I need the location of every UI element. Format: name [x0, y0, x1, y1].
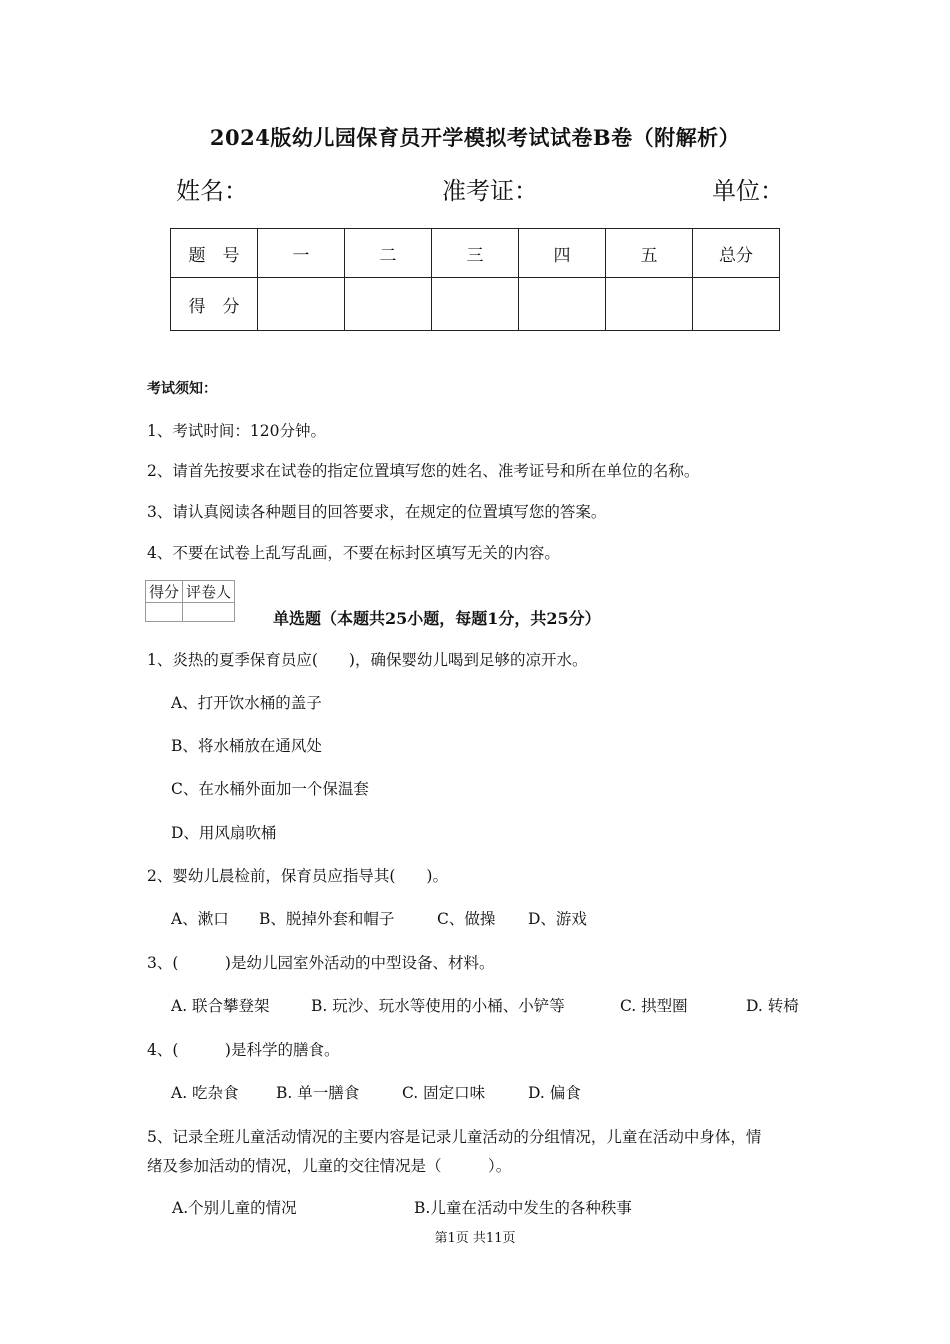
notice-heading: 考试须知：: [147, 381, 217, 397]
grader-box: [145, 580, 235, 622]
name-field-label: 姓名：: [176, 177, 248, 205]
question-option: C、做操: [437, 910, 496, 928]
score-table: [170, 228, 780, 331]
grader-score-label: 得分: [146, 581, 183, 603]
score-table-header-cell: 四: [519, 229, 606, 278]
score-table-header-cell: 一: [258, 229, 345, 278]
question-option: B.儿童在活动中发生的各种秩事: [414, 1199, 632, 1217]
question-option: B. 玩沙、玩水等使用的小桶、小铲等: [311, 997, 565, 1015]
question-option: B、脱掉外套和帽子: [259, 910, 395, 928]
score-cell: [258, 278, 345, 331]
question-option: D、用风扇吹桶: [171, 824, 277, 842]
score-cell: [519, 278, 606, 331]
grader-score-cell: [146, 603, 183, 622]
score-table-header-cell: 总分: [693, 229, 780, 278]
page-footer: 第1页 共11页: [434, 1231, 516, 1246]
score-table-score-row: [171, 278, 780, 331]
question-stem: 5、记录全班儿童活动情况的主要内容是记录儿童活动的分组情况，儿童在活动中身体，情: [147, 1128, 762, 1146]
question-option: A、打开饮水桶的盖子: [171, 694, 322, 712]
question-stem: 1、炎热的夏季保育员应( )，确保婴幼儿喝到足够的凉开水。: [147, 651, 588, 669]
grader-name-label: 评卷人: [183, 581, 235, 603]
question-stem-continued: 绪及参加活动的情况，儿童的交往情况是（ ）。: [147, 1157, 512, 1175]
grader-box-header-row: [146, 581, 235, 603]
exam-id-field-label: 准考证：: [442, 177, 538, 205]
question-option: C. 固定口味: [402, 1084, 486, 1102]
question-stem: 2、婴幼儿晨检前，保育员应指导其( )。: [147, 867, 448, 885]
question-stem: 3、( )是幼儿园室外活动的中型设备、材料。: [147, 954, 495, 972]
question-stem: 4、( )是科学的膳食。: [147, 1041, 340, 1059]
question-option: C. 拱型圈: [620, 997, 688, 1015]
notice-item: 4、不要在试卷上乱写乱画，不要在标封区填写无关的内容。: [147, 544, 560, 562]
question-option: B、将水桶放在通风处: [171, 737, 322, 755]
notice-item: 1、考试时间：120分钟。: [147, 422, 326, 440]
document-title: 2024版幼儿园保育员开学模拟考试试卷B卷（附解析）: [209, 125, 741, 150]
unit-field-label: 单位：: [712, 177, 784, 205]
question-option: C、在水桶外面加一个保温套: [171, 780, 369, 798]
question-option: A.个别儿童的情况: [172, 1199, 297, 1217]
question-option: D. 转椅: [746, 997, 799, 1015]
score-cell: [693, 278, 780, 331]
section-title: 单选题（本题共25小题，每题1分，共25分）: [273, 609, 601, 628]
question-option: A、漱口: [171, 910, 229, 928]
score-table-header-cell: 三: [432, 229, 519, 278]
notice-item: 3、请认真阅读各种题目的回答要求，在规定的位置填写您的答案。: [147, 503, 607, 521]
question-option: A. 吃杂食: [171, 1084, 239, 1102]
score-table-header-cell: 二: [345, 229, 432, 278]
score-cell: [606, 278, 693, 331]
notice-item: 2、请首先按要求在试卷的指定位置填写您的姓名、准考证号和所在单位的名称。: [147, 462, 700, 480]
question-option: A. 联合攀登架: [171, 997, 270, 1015]
grader-name-cell: [183, 603, 235, 622]
score-cell: [432, 278, 519, 331]
question-option: D. 偏食: [528, 1084, 581, 1102]
question-option: D、游戏: [528, 910, 587, 928]
score-table-header-cell: 五: [606, 229, 693, 278]
score-row-label: 得 分: [171, 278, 258, 331]
score-cell: [345, 278, 432, 331]
question-option: B. 单一膳食: [276, 1084, 360, 1102]
grader-box-blank-row: [146, 603, 235, 622]
score-table-header-cell: 题 号: [171, 229, 258, 278]
score-table-header-row: [171, 229, 780, 278]
